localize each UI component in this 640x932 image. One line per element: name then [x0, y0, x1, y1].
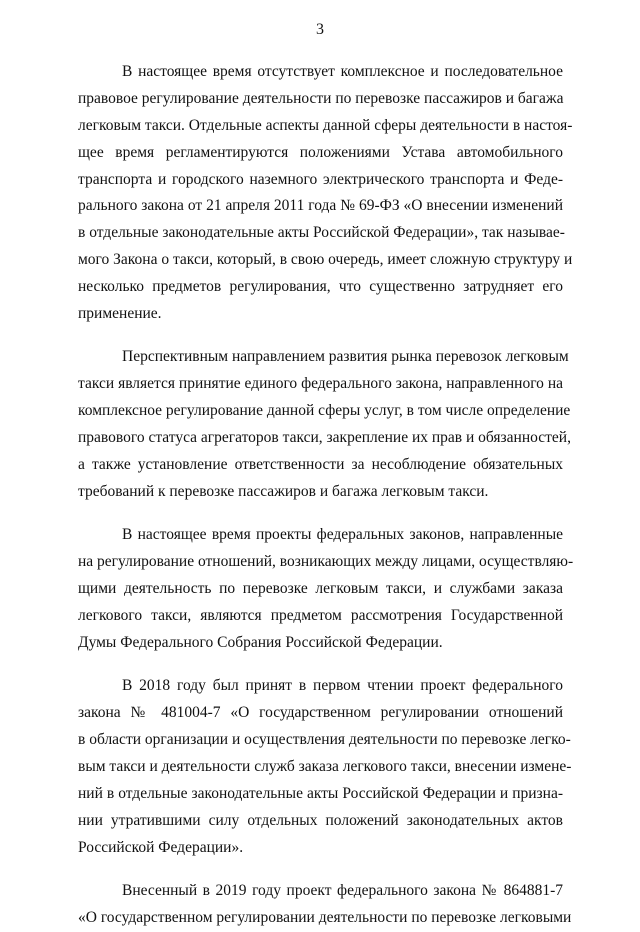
- paragraph-line: В 2018 году был принят в первом чтении проект федерального: [122, 677, 563, 695]
- paragraph: [78, 59, 573, 328]
- paragraph-line: в области организации и осуществления деятельности по перевозке легко-: [78, 730, 571, 748]
- paragraph-line: щее время регламентируются положениями Устава автомобильного: [78, 143, 563, 161]
- paragraph-line: мого Закона о такси, который, в свою очередь, имеет сложную структуру и: [78, 251, 573, 269]
- paragraph-line: вым такси и деятельности служб заказа легкового такси, внесении измене-: [78, 757, 572, 775]
- paragraph-line: правового статуса агрегаторов такси, закрепление их прав и обязанностей,: [78, 429, 571, 447]
- paragraph-line: легкового такси, являются предметом рассмотрения Государственной: [78, 606, 563, 624]
- paragraph-line: Думы Федерального Собрания Российской Федерации.: [78, 633, 443, 651]
- paragraph-line: такси является принятие единого федерального закона, направленного на: [78, 375, 563, 393]
- paragraph-line: Перспективным направлением развития рынка перевозок легковым: [122, 348, 569, 366]
- paragraph-line: применение.: [78, 305, 162, 323]
- paragraph-gap: [78, 328, 563, 345]
- paragraph: [78, 522, 574, 656]
- paragraph-line: в отдельные законодательные акты Российской Федерации», так называе-: [78, 224, 565, 242]
- paragraph-line: Российской Федерации».: [78, 838, 244, 856]
- paragraph-line: правовое регулирование деятельности по перевозке пассажиров и багажа: [78, 89, 564, 107]
- paragraph-line: а также установление ответственности за несоблюдение обязательных: [78, 455, 563, 473]
- paragraph-line: В настоящее время отсутствует комплексное и последовательное: [122, 63, 563, 80]
- paragraph-line: комплексное регулирование данной сферы услуг, в том числе определение: [78, 402, 571, 420]
- page-number: 3: [316, 21, 324, 38]
- paragraph-line: Внесенный в 2019 году проект федерального закона № 864881-7: [122, 881, 563, 899]
- paragraph-line: закона № 481004-7 «О государственном регулировании отношений: [78, 704, 563, 722]
- paragraph-gap: [78, 657, 563, 674]
- paragraph-line: несколько предметов регулирования, что существенно затрудняет его: [78, 278, 563, 296]
- paragraph-gap: [78, 506, 563, 523]
- paragraph-line: требований к перевозке пассажиров и багажа легковым такси.: [78, 482, 489, 500]
- paragraph-line: щими деятельность по перевозке легковым такси, и службами заказа: [78, 580, 563, 598]
- document-body: [78, 59, 574, 932]
- paragraph-gap: [78, 861, 563, 878]
- paragraph-line: легковым такси. Отдельные аспекты данной сферы деятельности в настоя-: [78, 116, 573, 134]
- paragraph: [78, 344, 571, 505]
- paragraph-line: транспорта и городского наземного электрического транспорта и Феде-: [78, 170, 563, 188]
- paragraph-line: «О государственном регулировании деятельности по перевозке легковыми: [78, 908, 572, 926]
- paragraph-line: нии утратившими силу отдельных положений законодательных актов: [78, 811, 563, 829]
- paragraph-line: рального закона от 21 апреля 2011 года № 69-ФЗ «О внесении изменений: [78, 197, 563, 215]
- paragraph-line: В настоящее время проекты федеральных законов, направленные: [122, 526, 563, 544]
- paragraph-line: на регулирование отношений, возникающих между лицами, осуществляю-: [78, 553, 574, 571]
- paragraph-line: ний в отдельные законодательные акты Российской Федерации и призна-: [78, 784, 563, 802]
- paragraph: [78, 673, 572, 861]
